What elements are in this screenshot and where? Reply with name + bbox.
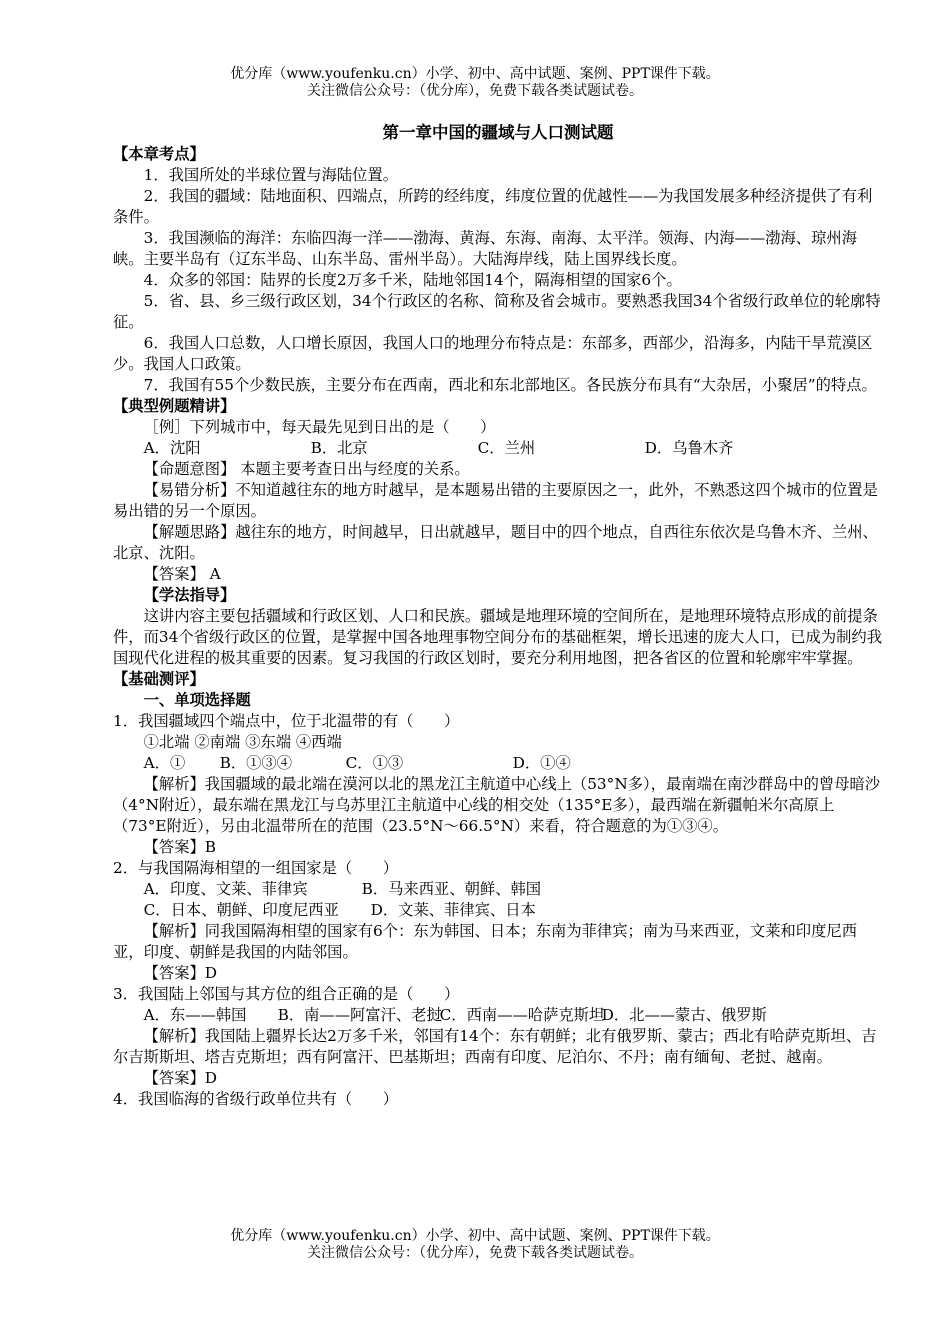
q2-options-line-1 [113,879,883,900]
option-b: B．①③④ [219,754,293,772]
q1-answer: 【答案】B [143,838,217,856]
key-point-item: 2．我国的疆域：陆地面积、四端点，所跨的经纬度，纬度位置的优越性——为我国发展多种经济提供了有利条件。 [113,187,873,226]
header-line-2: 关注微信公众号：（优分库），免费下载各类试题试卷。 [307,83,643,99]
option-a: A．① [143,754,186,772]
example-heading: 【典型例题精讲】 [113,397,236,415]
q2-answer: 【答案】D [143,964,218,982]
q2-options-line-2 [113,900,883,921]
option-a: A．东——韩国 [143,1006,247,1024]
option-c: C．日本、朝鲜、印度尼西亚 [143,901,339,919]
q3-answer: 【答案】D [143,1069,218,1087]
q1-choices: ①北端 ②南端 ③东端 ④西端 [143,733,342,751]
q2-question: 2．与我国隔海相望的一组国家是（ ） [113,859,399,877]
q3-question: 3．我国陆上邻国与其方位的组合正确的是（ ） [113,985,460,1003]
option-d: D．文莱、菲律宾、日本 [370,901,536,919]
study-heading: 【学法指导】 [143,586,236,604]
option-c: C．兰州 [477,439,536,457]
header-line-1: 优分库（www.youfenku.cn）小学、初中、高中试题、案例、PPT课件下载。 [230,66,720,82]
example-options [113,438,883,459]
q1-question: 1．我国疆域四个端点中，位于北温带的有（ ） [113,712,460,730]
option-b: B．马来西亚、朝鲜、韩国 [361,880,542,898]
example-error-analysis: 【易错分析】不知道越往东的地方时越早，是本题易出错的主要原因之一，此外，不熟悉这四个城市的位置是易出错的另一个原因。 [113,481,878,520]
page-header [0,66,950,100]
key-point-item: 5．省、县、乡三级行政区划，34个行政区的名称、简称及省会城市。要熟悉我国34个省级行政单位的轮廓特征。 [113,292,881,331]
q2-analysis: 【解析】同我国隔海相望的国家有6个：东为韩国、日本；东南为菲律宾；南为马来西亚，文莱和印度尼西亚，印度、朝鲜是我国的内陆邻国。 [113,922,857,961]
study-text: 这讲内容主要包括疆域和行政区划、人口和民族。疆域是地理环境的空间所在，是地理环境特点形成的前提条件，而34个省级行政区的位置，是掌握中国各地理事物空间分布的基础框架，增长迅速的庞大人口，已成为制约我国现代化进程的极其重要的因素。复习我国的行政区划时，要充分利用地图，把各省区的位置和轮廓牢牢掌握。 [113,607,883,667]
example-intent: 【命题意图】 本题主要考查日出与经度的关系。 [143,460,470,478]
key-point-item: 7．我国有55个少数民族，主要分布在西南，西北和东北部地区。各民族分布具有“大杂居，小聚居”的特点。 [143,376,877,394]
footer-line-2: 关注微信公众号：（优分库），免费下载各类试题试卷。 [307,1245,643,1261]
q4-question: 4．我国临海的省级行政单位共有（ ） [113,1090,399,1108]
option-c: C．西南——哈萨克斯坦 [439,1006,605,1024]
document-body [113,122,883,1110]
option-b: B．北京 [310,439,368,457]
example-approach: 【解题思路】越往东的地方，时间越早，日出就越早，题目中的四个地点，自西往东依次是乌鲁木齐、兰州、北京、沈阳。 [113,523,878,562]
option-b: B．南——阿富汗、老挝 [277,1006,442,1024]
option-a: A．沈阳 [143,439,201,457]
example-answer: 【答案】 A [143,565,221,583]
key-point-item: 6．我国人口总数，人口增长原因，我国人口的地理分布特点是：东部多，西部少，沿海多，内陆干旱荒漠区少。我国人口政策。 [113,334,873,373]
key-point-item: 3．我国濒临的海洋：东临四海一洋——渤海、黄海、东海、南海、太平洋。领海、内海——渤海、琼州海峡。主要半岛有（辽东半岛、山东半岛、雷州半岛）。大陆海岸线，陆上国界线长度。 [113,229,857,268]
option-c: C．①③ [345,754,404,772]
key-point-item: 1．我国所处的半球位置与海陆位置。 [143,166,399,184]
footer-line-1: 优分库（www.youfenku.cn）小学、初中、高中试题、案例、PPT课件下载。 [230,1228,720,1244]
key-points-heading: 【本章考点】 [113,145,205,163]
q3-analysis: 【解析】我国陆上疆界长达2万多千米，邻国有14个：东有朝鲜；北有俄罗斯、蒙古；西北有哈萨克斯坦、吉尔吉斯斯坦、塔吉克斯坦；西有阿富汗、巴基斯坦；西南有印度、尼泊尔、不丹；南有缅甸、老挝、越南。 [113,1027,877,1066]
page-title: 第一章中国的疆域与人口测试题 [382,123,614,142]
option-d: D．乌鲁木齐 [644,439,734,457]
option-d: D．北——蒙古、俄罗斯 [601,1006,767,1024]
option-d: D．①④ [512,754,571,772]
page-footer [0,1228,950,1262]
basic-heading: 【基础测评】 [113,670,205,688]
q1-analysis: 【解析】我国疆域的最北端在漠河以北的黑龙江主航道中心线上（53°N多），最南端在南沙群岛中的曾母暗沙（4°N附近），最东端在黑龙江与乌苏里江主航道中心线的相交处（135°E多），最西端在新疆帕米尔高原上（73°E附近），另由北温带所在的范围（23.5°N～66.5°N）来看，符合题意的为①③④。 [113,775,881,835]
q3-options [113,1005,883,1026]
key-point-item: 4．众多的邻国：陆界的长度2万多千米，陆地邻国14个，隔海相望的国家6个。 [143,271,682,289]
option-a: A．印度、文莱、菲律宾 [143,880,308,898]
q1-options [113,753,883,774]
example-question: ［例］下列城市中，每天最先见到日出的是（ ） [143,418,496,436]
basic-subheading: 一、单项选择题 [143,691,251,709]
